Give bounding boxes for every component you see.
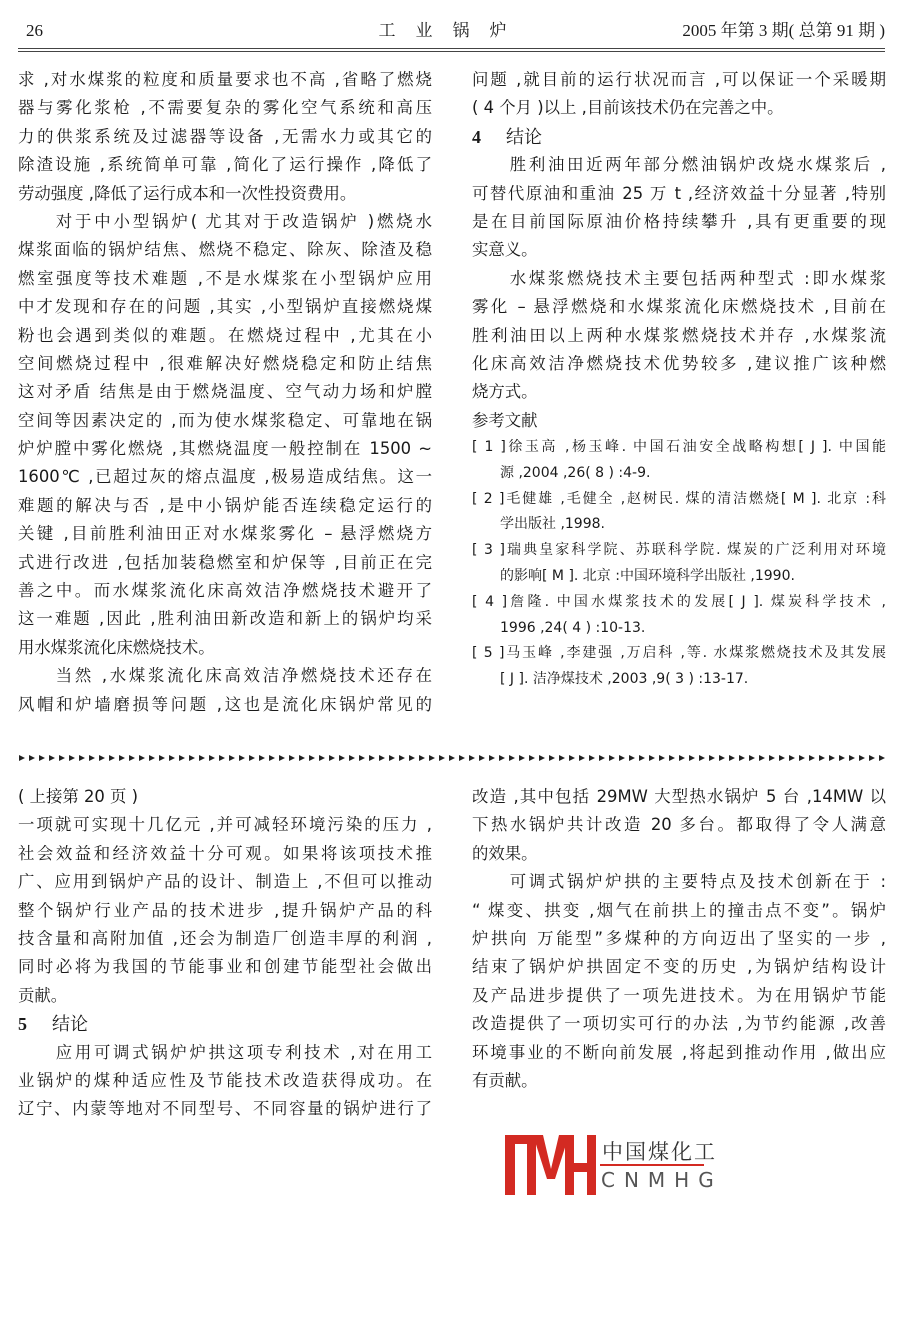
text-line: 一项就可实现十几亿元 ,并可减轻环境污染的压力 , [18,815,432,835]
text-line: 改造 ,其中包括 29MW 大型热水锅炉 5 台 ,14MW 以 [472,787,886,806]
reference-line: [ 5 ]马玉峰 ,李建强 ,万启科 ,等. 水煤浆燃烧技术及其发展 [472,645,886,662]
text-line: 炉炉膛中雾化燃烧 ,其燃烧温度一般控制在 1500 ~ [18,439,432,459]
text-line: ( 上接第 20 页 ) [18,787,139,806]
paragraph [18,208,432,662]
references-heading: 参考文献 [472,410,538,430]
section-heading [18,1010,432,1038]
reference-line: 的影响[ M ]. 北京 :中国环境科学出版社 ,1990. [500,568,795,585]
text-line: 空间燃烧过程中 ,很难解决好燃烧稳定和防止结焦 [18,353,432,373]
text-line: 雾化 – 悬浮燃烧和水煤浆流化床燃烧技术 ,目前在 [472,297,886,317]
text-line: 结束了锅炉炉拱固定不变的历史 ,为锅炉结构设计 [472,957,886,977]
text-line: 社会效益和经济效益十分可观。如果将该项技术推 [18,843,432,863]
text-line: 胜利油田以上两种水煤浆燃烧技术并存 ,水煤浆流 [472,325,886,345]
paragraph [18,1039,432,1124]
journal-title: 工业锅炉 [378,21,527,41]
logo-text-en: CNMHG [601,1168,723,1192]
header-rule [18,51,885,52]
text-line: ( 4 个月 )以上 ,目前该技术仍在完善之中。 [472,98,784,118]
text-line: 炉拱向 万能型”多煤种的方向迈出了坚实的一步 , [472,928,886,948]
text-line: “ 煤变、拱变 ,烟气在前拱上的撞击点不变”。锅炉 [472,900,886,920]
top-left-column [18,66,432,719]
paragraph [18,66,432,208]
text-line: 化床高效洁净燃烧技术优势较多 ,建议推广该种燃 [472,353,886,373]
text-line: 善之中。而水煤浆流化床高效洁净燃烧技术避开了 [18,581,432,601]
text-line: 水煤浆燃烧技术主要包括两种型式 :即水煤浆 [509,268,886,288]
text-line: 劳动强度 ,降低了运行成本和一次性投资费用。 [18,183,357,203]
text-line: 技含量和高附加值 ,还会为制造厂创造丰厚的利润 , [18,928,432,948]
text-line: 同时必将为我国的节能事业和创建节能型社会做出 [18,957,432,977]
text-line: 及产品进步提供了一项先进技术。为在用锅炉节能 [472,985,886,1005]
text-line: 问题 ,就目前的运行状况而言 ,可以保证一个采暖期 [472,70,886,89]
text-line: 环境事业的不断向前发展 ,将起到推动作用 ,做出应 [472,1042,886,1062]
paragraph [472,151,886,265]
text-line: 空间等因素决定的 ,而为使水煤浆稳定、可靠地在锅 [18,410,432,430]
reference-line: 学出版社 ,1998. [500,516,605,533]
reference-line: [ J ]. 洁净煤技术 ,2003 ,9( 3 ) :13-17. [500,671,749,688]
reference-item [472,538,886,590]
text-line: 业锅炉的煤种适应性及节能技术改造获得成功。在 [18,1070,432,1090]
reference-line: [ 3 ]瑞典皇家科学院、苏联科学院. 煤炭的广泛利用对环境 [472,542,886,559]
bottom-left-column [18,783,432,1124]
paragraph [18,811,432,1010]
text-line: 整个锅炉行业产品的技术进步 ,提升锅炉产品的科 [18,900,432,920]
text-line: 1600℃ ,已超过灰的熔点温度 ,极易造成结焦。这一 [18,467,432,487]
reference-list [472,435,886,693]
paragraph [18,662,432,719]
reference-line: [ 2 ]毛健雄 ,毛健全 ,赵树民. 煤的清洁燃烧[ M ]. 北京 :科 [472,490,886,507]
text-line: 对于中小型锅炉( 尤其对于改造锅炉 )燃烧水 [55,211,432,231]
text-line: 煤浆面临的锅炉结焦、燃烧不稳定、除灰、除渣及稳 [18,240,432,260]
text-line: 求 ,对水煤浆的粒度和质量要求也不高 ,省略了燃烧 [18,70,432,89]
text-line: 辽宁、内蒙等地对不同型号、不同容量的锅炉进行了 [18,1099,432,1119]
section-separator [18,753,885,763]
text-line: 改造提供了一项切实可行的办法 ,为节约能源 ,改善 [472,1014,886,1034]
page-number: 26 [26,21,43,40]
reference-item [472,487,886,539]
section-number: 4 [472,126,481,147]
reference-item [472,641,886,693]
text-line: 胜利油田近两年部分燃油锅炉改烧水煤浆后 , [509,155,886,175]
text-line: 可调式锅炉炉拱的主要特点及技术创新在于 : [509,872,886,892]
reference-line: 1996 ,24( 4 ) :10-13. [500,619,646,636]
text-line: 实意义。 [472,240,538,260]
paragraph [18,783,432,811]
text-line: 应用可调式锅炉炉拱这项专利技术 ,对在用工 [55,1042,432,1062]
logo-divider [600,1164,704,1166]
text-line: 这一难题 ,因此 ,胜利油田新改造和新上的锅炉均采 [18,609,432,629]
text-line: 中才发现和存在的问题 ,其实 ,小型锅炉直接燃烧煤 [18,297,432,317]
section-title: 结论 [52,1014,88,1036]
text-line: 力的供浆系统及过滤器等设备 ,无需水力或其它的 [18,126,432,146]
section-heading [472,123,886,151]
header-rule [18,48,885,49]
text-line: 这对矛盾 结焦是由于燃烧温度、空气动力场和炉膛 [18,382,432,402]
text-line: 器与雾化浆枪 ,不需要复杂的雾化空气系统和高压 [18,98,432,118]
reference-line: 源 ,2004 ,26( 8 ) :4-9. [500,464,651,481]
text-line: 用水煤浆流化床燃烧技术。 [18,637,215,657]
section-title: 结论 [506,126,542,148]
text-line: 燃室强度等技术难题 ,不是水煤浆在小型锅炉应用 [18,268,432,288]
paragraph [472,265,886,407]
text-line: 粉也会遇到类似的难题。在燃烧过程中 ,尤其在小 [18,325,432,345]
paragraph [472,868,886,1095]
text-line: 贡献。 [18,985,68,1005]
text-line: 式进行改进 ,包括加装稳燃室和炉保等 ,目前正在完 [18,552,432,572]
text-line: 烧方式。 [472,382,538,402]
issue-info: 2005 年第 3 期( 总第 91 期 ) [682,21,885,40]
text-line: 可替代原油和重油 25 万 t ,经济效益十分显著 ,特别 [472,183,886,203]
top-right-column [472,66,886,693]
logo-text-cn: 中国煤化工 [602,1140,717,1164]
reference-item [472,590,886,642]
bottom-right-column [472,783,886,1095]
text-line: 是在目前国际原油价格持续攀升 ,具有更重要的现 [472,211,886,231]
cnmhg-logo-mark [505,1133,597,1195]
text-line: 的效果。 [472,843,538,863]
reference-line: [ 1 ]徐玉高 ,杨玉峰. 中国石油安全战略构想[ J ]. 中国能 [472,439,886,456]
section-number: 5 [18,1014,27,1035]
text-line: 广、应用到锅炉产品的设计、制造上 ,不但可以推动 [18,872,432,892]
text-line: 除渣设施 ,系统简单可靠 ,简化了运行操作 ,降低了 [18,155,432,175]
paragraph [472,783,886,868]
text-line: 风帽和炉墙磨损等问题 ,这也是流化床锅炉常见的 [18,694,432,714]
text-line: 下热水锅炉共计改造 20 多台。都取得了令人满意 [472,815,886,835]
text-line: 关键 ,目前胜利油田正对水煤浆雾化 – 悬浮燃烧方 [18,524,432,544]
text-line: 有贡献。 [472,1070,538,1090]
reference-line: [ 4 ]詹隆. 中国水煤浆技术的发展[ J ]. 煤炭科学技术 , [472,593,886,610]
text-line: 当然 ,水煤浆流化床高效洁净燃烧技术还存在 [55,666,432,686]
text-line: 难题的解决与否 ,是中小锅炉能否连续稳定运行的 [18,495,432,515]
reference-item [472,435,886,487]
paragraph [472,66,886,123]
